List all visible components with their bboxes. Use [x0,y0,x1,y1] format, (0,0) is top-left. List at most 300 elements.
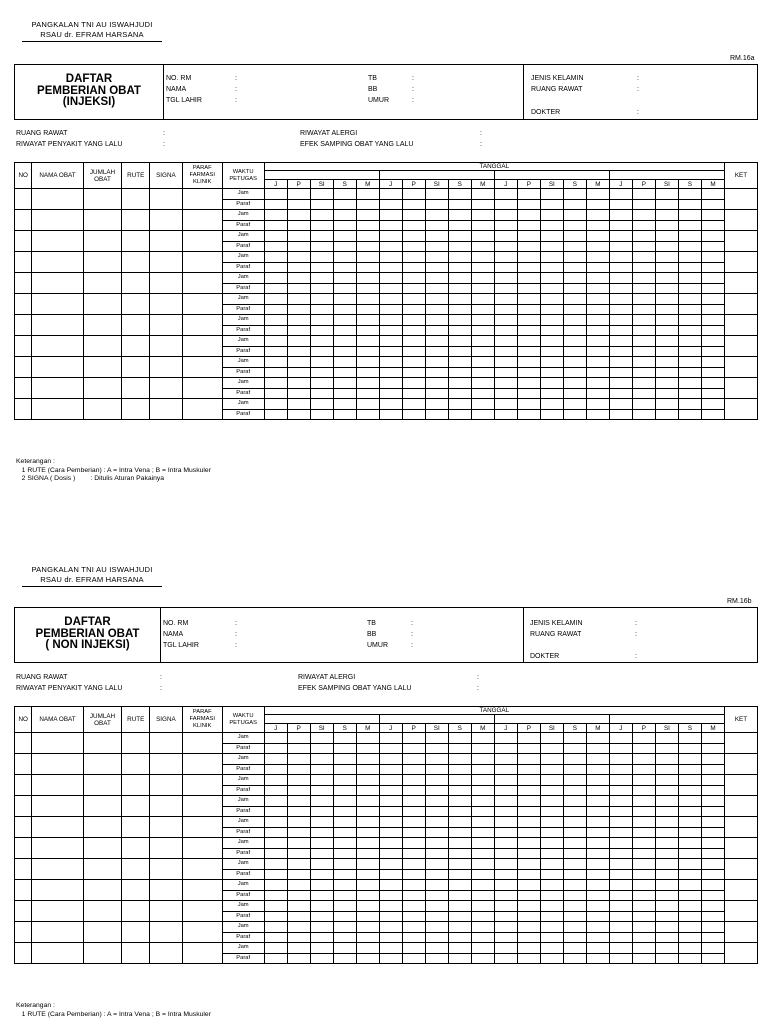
shift-cell[interactable] [264,880,287,891]
cell-jumlah-obat[interactable] [83,294,122,315]
cell-jumlah-obat[interactable] [83,733,122,754]
shift-cell[interactable] [379,911,402,922]
shift-cell[interactable] [701,315,724,326]
cell-ket[interactable] [724,399,757,420]
shift-cell[interactable] [379,241,402,252]
shift-cell[interactable] [655,880,678,891]
date-cell[interactable] [264,171,379,180]
shift-cell[interactable] [333,880,356,891]
shift-cell[interactable] [471,409,494,420]
shift-cell[interactable] [632,880,655,891]
shift-cell[interactable] [540,869,563,880]
shift-cell[interactable] [333,890,356,901]
shift-cell[interactable] [287,743,310,754]
shift-cell[interactable] [379,922,402,933]
shift-cell[interactable] [609,796,632,807]
shift-cell[interactable] [425,743,448,754]
shift-cell[interactable] [563,953,586,964]
shift-cell[interactable] [287,953,310,964]
shift-cell[interactable] [425,304,448,315]
shift-cell[interactable] [379,304,402,315]
shift-cell[interactable] [310,294,333,305]
shift-cell[interactable] [609,743,632,754]
shift-cell[interactable] [678,252,701,263]
shift-cell[interactable] [471,817,494,828]
shift-cell[interactable] [333,210,356,221]
shift-cell[interactable] [356,743,379,754]
cell-rute[interactable] [122,859,150,880]
shift-cell[interactable] [678,901,701,912]
shift-cell[interactable] [402,806,425,817]
shift-cell[interactable] [402,953,425,964]
shift-cell[interactable] [287,932,310,943]
cell-no[interactable] [15,378,32,399]
shift-cell[interactable] [471,199,494,210]
shift-cell[interactable] [678,817,701,828]
shift-cell[interactable] [655,189,678,200]
shift-cell[interactable] [701,922,724,933]
shift-cell[interactable] [586,346,609,357]
shift-cell[interactable] [264,199,287,210]
shift-cell[interactable] [632,733,655,744]
shift-cell[interactable] [632,911,655,922]
cell-no[interactable] [15,189,32,210]
cell-rute[interactable] [122,733,150,754]
cell-signa[interactable] [150,901,183,922]
cell-no[interactable] [15,943,32,964]
shift-cell[interactable] [379,210,402,221]
shift-cell[interactable] [333,325,356,336]
shift-cell[interactable] [563,880,586,891]
shift-cell[interactable] [540,283,563,294]
cell-signa[interactable] [150,399,183,420]
shift-cell[interactable] [540,848,563,859]
shift-cell[interactable] [632,367,655,378]
shift-cell[interactable] [655,336,678,347]
shift-cell[interactable] [540,775,563,786]
cell-signa[interactable] [150,273,183,294]
cell-ket[interactable] [724,775,757,796]
shift-cell[interactable] [701,304,724,315]
shift-cell[interactable] [402,252,425,263]
shift-cell[interactable] [701,806,724,817]
shift-cell[interactable] [333,409,356,420]
shift-cell[interactable] [379,733,402,744]
shift-cell[interactable] [402,890,425,901]
cell-nama-obat[interactable] [32,775,83,796]
shift-cell[interactable] [494,315,517,326]
cell-no[interactable] [15,315,32,336]
shift-cell[interactable] [563,859,586,870]
shift-cell[interactable] [494,848,517,859]
shift-cell[interactable] [494,409,517,420]
shift-cell[interactable] [517,241,540,252]
shift-cell[interactable] [517,901,540,912]
shift-cell[interactable] [678,806,701,817]
shift-cell[interactable] [678,262,701,273]
shift-cell[interactable] [448,764,471,775]
shift-cell[interactable] [540,378,563,389]
shift-cell[interactable] [609,252,632,263]
shift-cell[interactable] [356,754,379,765]
shift-cell[interactable] [402,785,425,796]
shift-cell[interactable] [310,922,333,933]
shift-cell[interactable] [540,399,563,410]
shift-cell[interactable] [471,733,494,744]
shift-cell[interactable] [655,764,678,775]
shift-cell[interactable] [678,880,701,891]
shift-cell[interactable] [379,943,402,954]
cell-jumlah-obat[interactable] [83,817,122,838]
shift-cell[interactable] [356,922,379,933]
shift-cell[interactable] [540,817,563,828]
shift-cell[interactable] [586,806,609,817]
shift-cell[interactable] [425,409,448,420]
shift-cell[interactable] [264,241,287,252]
shift-cell[interactable] [678,869,701,880]
shift-cell[interactable] [264,325,287,336]
cell-signa[interactable] [150,378,183,399]
shift-cell[interactable] [471,367,494,378]
shift-cell[interactable] [701,848,724,859]
shift-cell[interactable] [425,796,448,807]
shift-cell[interactable] [471,388,494,399]
shift-cell[interactable] [701,199,724,210]
shift-cell[interactable] [287,262,310,273]
cell-signa[interactable] [150,880,183,901]
shift-cell[interactable] [540,859,563,870]
shift-cell[interactable] [310,325,333,336]
shift-cell[interactable] [563,346,586,357]
shift-cell[interactable] [264,304,287,315]
shift-cell[interactable] [632,848,655,859]
shift-cell[interactable] [586,399,609,410]
shift-cell[interactable] [471,922,494,933]
shift-cell[interactable] [701,817,724,828]
cell-paraf-farmasi[interactable] [182,754,222,775]
shift-cell[interactable] [586,325,609,336]
cell-rute[interactable] [122,399,150,420]
shift-cell[interactable] [356,911,379,922]
shift-cell[interactable] [517,220,540,231]
shift-cell[interactable] [333,378,356,389]
shift-cell[interactable] [287,890,310,901]
shift-cell[interactable] [402,409,425,420]
shift-cell[interactable] [586,273,609,284]
shift-cell[interactable] [678,241,701,252]
shift-cell[interactable] [494,953,517,964]
shift-cell[interactable] [379,346,402,357]
shift-cell[interactable] [448,294,471,305]
shift-cell[interactable] [563,189,586,200]
shift-cell[interactable] [655,806,678,817]
cell-signa[interactable] [150,922,183,943]
cell-no[interactable] [15,817,32,838]
cell-rute[interactable] [122,378,150,399]
shift-cell[interactable] [586,764,609,775]
shift-cell[interactable] [678,796,701,807]
shift-cell[interactable] [333,754,356,765]
shift-cell[interactable] [494,304,517,315]
shift-cell[interactable] [425,399,448,410]
shift-cell[interactable] [540,388,563,399]
shift-cell[interactable] [655,775,678,786]
shift-cell[interactable] [540,367,563,378]
shift-cell[interactable] [494,367,517,378]
shift-cell[interactable] [632,241,655,252]
shift-cell[interactable] [425,932,448,943]
shift-cell[interactable] [425,838,448,849]
shift-cell[interactable] [586,241,609,252]
shift-cell[interactable] [264,189,287,200]
shift-cell[interactable] [356,283,379,294]
cell-signa[interactable] [150,210,183,231]
shift-cell[interactable] [494,273,517,284]
shift-cell[interactable] [402,922,425,933]
shift-cell[interactable] [287,796,310,807]
shift-cell[interactable] [356,273,379,284]
shift-cell[interactable] [448,953,471,964]
shift-cell[interactable] [678,304,701,315]
shift-cell[interactable] [586,838,609,849]
shift-cell[interactable] [425,890,448,901]
cell-ket[interactable] [724,294,757,315]
shift-cell[interactable] [586,890,609,901]
shift-cell[interactable] [379,880,402,891]
cell-paraf-farmasi[interactable] [182,336,222,357]
date-cell[interactable] [494,171,609,180]
cell-rute[interactable] [122,775,150,796]
cell-ket[interactable] [724,796,757,817]
shift-cell[interactable] [632,304,655,315]
shift-cell[interactable] [540,806,563,817]
shift-cell[interactable] [632,325,655,336]
cell-jumlah-obat[interactable] [83,315,122,336]
shift-cell[interactable] [540,273,563,284]
shift-cell[interactable] [287,409,310,420]
shift-cell[interactable] [264,733,287,744]
shift-cell[interactable] [264,399,287,410]
shift-cell[interactable] [310,409,333,420]
shift-cell[interactable] [655,304,678,315]
shift-cell[interactable] [402,378,425,389]
shift-cell[interactable] [264,336,287,347]
shift-cell[interactable] [632,262,655,273]
shift-cell[interactable] [632,943,655,954]
cell-nama-obat[interactable] [32,336,83,357]
shift-cell[interactable] [494,325,517,336]
shift-cell[interactable] [379,743,402,754]
shift-cell[interactable] [494,890,517,901]
cell-jumlah-obat[interactable] [83,189,122,210]
shift-cell[interactable] [701,399,724,410]
cell-signa[interactable] [150,189,183,210]
shift-cell[interactable] [333,220,356,231]
cell-signa[interactable] [150,315,183,336]
shift-cell[interactable] [655,901,678,912]
shift-cell[interactable] [655,378,678,389]
shift-cell[interactable] [563,367,586,378]
shift-cell[interactable] [609,827,632,838]
shift-cell[interactable] [563,357,586,368]
shift-cell[interactable] [563,764,586,775]
shift-cell[interactable] [356,199,379,210]
shift-cell[interactable] [333,262,356,273]
shift-cell[interactable] [563,294,586,305]
cell-paraf-farmasi[interactable] [182,796,222,817]
shift-cell[interactable] [494,869,517,880]
shift-cell[interactable] [356,262,379,273]
cell-nama-obat[interactable] [32,252,83,273]
cell-ket[interactable] [724,252,757,273]
shift-cell[interactable] [448,869,471,880]
shift-cell[interactable] [678,409,701,420]
shift-cell[interactable] [356,315,379,326]
date-cell[interactable] [379,715,494,724]
cell-signa[interactable] [150,775,183,796]
shift-cell[interactable] [333,827,356,838]
cell-rute[interactable] [122,273,150,294]
shift-cell[interactable] [402,911,425,922]
shift-cell[interactable] [655,922,678,933]
shift-cell[interactable] [678,754,701,765]
shift-cell[interactable] [402,220,425,231]
shift-cell[interactable] [310,859,333,870]
shift-cell[interactable] [356,336,379,347]
shift-cell[interactable] [333,273,356,284]
shift-cell[interactable] [586,378,609,389]
shift-cell[interactable] [425,880,448,891]
shift-cell[interactable] [563,388,586,399]
shift-cell[interactable] [586,220,609,231]
shift-cell[interactable] [379,775,402,786]
shift-cell[interactable] [402,210,425,221]
shift-cell[interactable] [287,336,310,347]
shift-cell[interactable] [402,817,425,828]
shift-cell[interactable] [655,315,678,326]
shift-cell[interactable] [563,409,586,420]
shift-cell[interactable] [333,943,356,954]
shift-cell[interactable] [448,388,471,399]
shift-cell[interactable] [586,754,609,765]
shift-cell[interactable] [379,764,402,775]
shift-cell[interactable] [356,231,379,242]
cell-rute[interactable] [122,189,150,210]
shift-cell[interactable] [517,743,540,754]
shift-cell[interactable] [701,231,724,242]
shift-cell[interactable] [563,869,586,880]
shift-cell[interactable] [287,754,310,765]
shift-cell[interactable] [287,273,310,284]
cell-no[interactable] [15,901,32,922]
shift-cell[interactable] [471,838,494,849]
shift-cell[interactable] [563,399,586,410]
shift-cell[interactable] [563,827,586,838]
shift-cell[interactable] [356,775,379,786]
shift-cell[interactable] [655,796,678,807]
shift-cell[interactable] [310,262,333,273]
shift-cell[interactable] [425,252,448,263]
shift-cell[interactable] [494,932,517,943]
shift-cell[interactable] [701,241,724,252]
shift-cell[interactable] [678,859,701,870]
shift-cell[interactable] [379,231,402,242]
shift-cell[interactable] [264,911,287,922]
cell-nama-obat[interactable] [32,859,83,880]
shift-cell[interactable] [494,336,517,347]
shift-cell[interactable] [678,199,701,210]
cell-ket[interactable] [724,754,757,775]
shift-cell[interactable] [540,357,563,368]
shift-cell[interactable] [287,304,310,315]
shift-cell[interactable] [563,848,586,859]
shift-cell[interactable] [609,754,632,765]
shift-cell[interactable] [425,346,448,357]
cell-nama-obat[interactable] [32,796,83,817]
shift-cell[interactable] [425,827,448,838]
shift-cell[interactable] [356,796,379,807]
cell-signa[interactable] [150,817,183,838]
cell-ket[interactable] [724,901,757,922]
shift-cell[interactable] [586,796,609,807]
shift-cell[interactable] [402,231,425,242]
shift-cell[interactable] [356,880,379,891]
cell-ket[interactable] [724,378,757,399]
shift-cell[interactable] [356,827,379,838]
shift-cell[interactable] [517,252,540,263]
shift-cell[interactable] [425,859,448,870]
shift-cell[interactable] [655,869,678,880]
shift-cell[interactable] [287,252,310,263]
shift-cell[interactable] [655,252,678,263]
shift-cell[interactable] [632,775,655,786]
shift-cell[interactable] [609,901,632,912]
shift-cell[interactable] [356,346,379,357]
shift-cell[interactable] [448,838,471,849]
shift-cell[interactable] [540,409,563,420]
cell-paraf-farmasi[interactable] [182,880,222,901]
shift-cell[interactable] [333,252,356,263]
shift-cell[interactable] [356,785,379,796]
cell-nama-obat[interactable] [32,231,83,252]
shift-cell[interactable] [448,911,471,922]
shift-cell[interactable] [356,733,379,744]
shift-cell[interactable] [609,315,632,326]
shift-cell[interactable] [655,953,678,964]
shift-cell[interactable] [379,890,402,901]
shift-cell[interactable] [471,743,494,754]
shift-cell[interactable] [264,388,287,399]
shift-cell[interactable] [425,764,448,775]
shift-cell[interactable] [609,869,632,880]
shift-cell[interactable] [310,911,333,922]
shift-cell[interactable] [333,901,356,912]
shift-cell[interactable] [586,943,609,954]
cell-jumlah-obat[interactable] [83,252,122,273]
shift-cell[interactable] [448,848,471,859]
shift-cell[interactable] [264,806,287,817]
shift-cell[interactable] [563,943,586,954]
shift-cell[interactable] [563,901,586,912]
shift-cell[interactable] [494,806,517,817]
shift-cell[interactable] [425,378,448,389]
shift-cell[interactable] [287,357,310,368]
date-cell[interactable] [494,715,609,724]
shift-cell[interactable] [425,901,448,912]
shift-cell[interactable] [678,388,701,399]
shift-cell[interactable] [425,283,448,294]
cell-paraf-farmasi[interactable] [182,357,222,378]
